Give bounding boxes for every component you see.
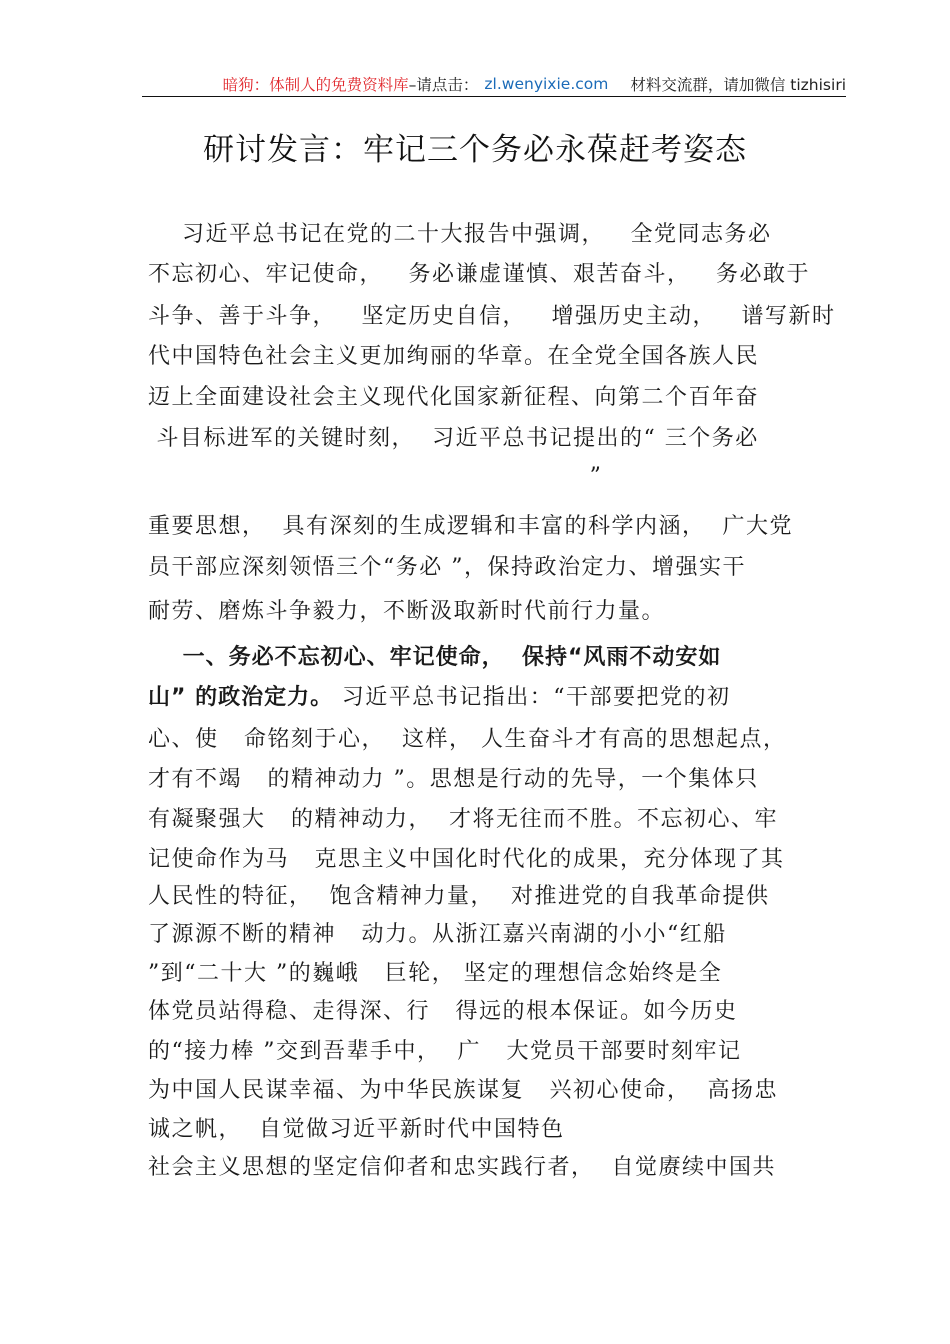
header-divider <box>142 96 846 97</box>
line-text: 习近平总书记在党的二十大报告中强调， 全党同志务必 <box>148 222 772 247</box>
document-title: 研讨发言：牢记三个务必永葆赶考姿态 <box>203 132 747 168</box>
header-contact: 材料交流群，请加微信 tizhisiri <box>630 76 846 94</box>
line-text: 人民性的特征， 饱含精神力量， 对推进党的自我革命提供 <box>148 884 770 909</box>
text-line <box>148 683 731 713</box>
text-line <box>148 845 784 875</box>
text-line <box>148 805 778 835</box>
line-text: 社会主义思想的坚定信仰者和忠实践行者， 自觉赓续中国共 <box>148 1155 776 1180</box>
header-brand: 暗狗：体制人的免费资料库 <box>222 76 409 94</box>
line-text: 迈上全面建设社会主义现代化国家新征程、向第二个百年奋 <box>148 385 760 410</box>
line-text: 诚之帆， 自觉做习近平新时代中国特色 <box>148 1117 565 1142</box>
line-text: 员干部应深刻领悟三个“务必 ”，保持政治定力、增强实干 <box>148 555 746 580</box>
line-text: 斗目标进军的关键时刻， 习近平总书记提出的“ 三个务必 <box>148 426 759 451</box>
text-line <box>148 882 769 912</box>
line-text: 习近平总书记指出：“干部要把党的初 <box>341 685 731 710</box>
header-cta: –请点击： <box>408 76 479 94</box>
text-line <box>148 1115 565 1145</box>
section-heading: 一、务必不忘初心、牢记使命， 保持“风雨不动安如 <box>148 645 722 670</box>
line-text: 才有不竭 的精神动力 ”。思想是行动的先导，一个集体只 <box>148 767 759 792</box>
line-text: 斗争、善于斗争， 坚定历史自信， 增强历史主动， 谱写新时 <box>148 304 836 329</box>
line-text: ” <box>148 464 603 489</box>
line-text: 记使命作为马 克思主义中国化时代化的成果，充分体现了其 <box>148 847 785 872</box>
line-text: 了源源不断的精神 动力。从浙江嘉兴南湖的小小“红船 <box>148 922 727 947</box>
page-header <box>142 72 846 96</box>
text-line <box>148 260 810 290</box>
text-line <box>148 597 665 627</box>
text-line <box>148 342 759 372</box>
text-line <box>148 920 727 950</box>
text-line <box>148 383 759 413</box>
text-line <box>148 997 737 1027</box>
line-text: 有凝聚强大 的精神动力， 才将无往而不胜。不忘初心、牢 <box>148 807 778 832</box>
line-text: 心、使 命铭刻于心， 这样， 人生奋斗才有高的思想起点， <box>148 727 787 752</box>
text-line <box>148 220 771 250</box>
line-text: 耐劳、磨炼斗争毅力，不断汲取新时代前行力量。 <box>148 599 666 624</box>
section-heading: 山” 的政治定力。 <box>148 685 342 710</box>
text-line <box>148 1037 741 1067</box>
text-line <box>148 959 722 989</box>
text-line <box>148 765 759 795</box>
text-line <box>148 725 786 755</box>
line-text: 为中国人民谋幸福、为中华民族谋复 兴初心使命， 高扬忠 <box>148 1078 778 1103</box>
text-line <box>148 553 746 583</box>
line-text: ”到“二十大 ”的巍峨 巨轮， 坚定的理想信念始终是全 <box>148 961 723 986</box>
text-line <box>148 512 793 542</box>
text-line <box>148 424 759 454</box>
line-text: 不忘初心、牢记使命， 务必谦虚谨慎、艰苦奋斗， 务必敢于 <box>148 262 810 287</box>
header-link[interactable]: zl.wenyixie.com <box>484 75 609 93</box>
line-text: 重要思想， 具有深刻的生成逻辑和丰富的科学内涵， 广大党 <box>148 514 793 539</box>
text-line <box>148 1153 776 1183</box>
text-line <box>148 302 835 332</box>
line-text: 的“接力棒 ”交到吾辈手中， 广 大党员干部要时刻牢记 <box>148 1039 742 1064</box>
line-text: 体党员站得稳、走得深、行 得远的根本保证。如今历史 <box>148 999 738 1024</box>
text-line <box>148 643 721 673</box>
line-text: 代中国特色社会主义更加绚丽的华章。在全党全国各族人民 <box>148 344 760 369</box>
text-line <box>148 462 602 492</box>
text-line <box>148 1076 778 1106</box>
